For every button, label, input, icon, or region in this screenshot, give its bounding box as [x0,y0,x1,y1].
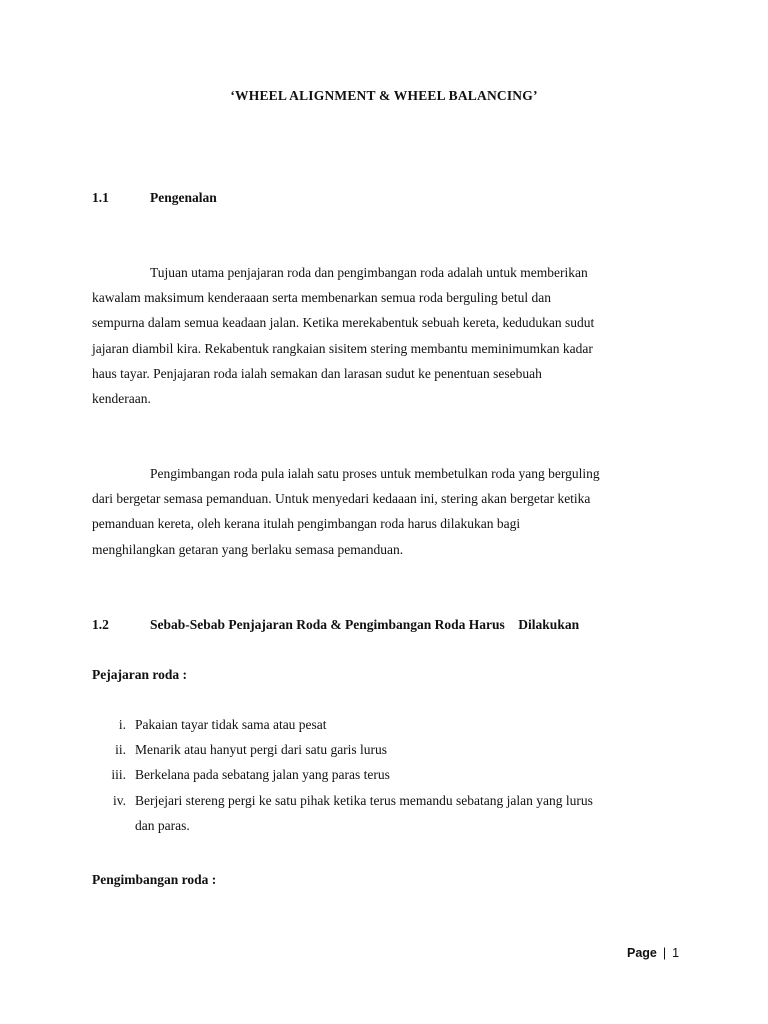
paragraph-line: haus tayar. Penjajaran roda ialah semakan dan larasan sudut ke penentuan sesebuah [92,365,542,381]
section-heading-1-2 [92,617,579,633]
list-item [92,762,692,787]
list-marker: i. [118,717,126,732]
document-title: ‘WHEEL ALIGNMENT & WHEEL BALANCING’ [230,88,538,103]
paragraph-line: pemanduan kereta, oleh kerana itulah pengimbangan roda harus dilakukan bagi [92,516,521,532]
subheading-pejajaran: Pejajaran roda : [92,667,187,682]
paragraph-line: menghilangkan getaran yang berlaku semasa pemanduan. [92,541,404,557]
section-heading-1-1 [92,190,217,206]
list-item [92,737,692,762]
list-item-text: Menarik atau hanyut pergi dari satu garis lurus [135,742,388,758]
list-item-text: Berjejari stereng pergi ke satu pihak ketika terus memandu sebatang jalan yang lurus [135,792,593,808]
list-marker: ii. [115,742,126,758]
section-number: 1.1 [92,190,109,205]
list-marker: iii. [111,767,126,783]
section-title: Sebab-Sebab Penjajaran Roda & Pengimbangan Roda Harus Dilakukan [150,617,580,632]
footer-separator: | [662,946,667,960]
list-marker: iv. [113,792,126,808]
list-item-text: dan paras. [135,817,190,833]
list-item-continuation [92,813,692,838]
page-label: Page [627,946,657,960]
subheading-pengimbangan: Pengimbangan roda : [92,872,217,887]
paragraph-line: Pengimbangan roda pula ialah satu proses untuk membetulkan roda yang berguling [150,466,600,481]
page-footer [627,946,679,960]
reasons-list [92,712,692,838]
list-item-text: Berkelana pada sebatang jalan yang paras terus [135,767,390,783]
paragraph-line: Tujuan utama penjajaran roda dan pengimbangan roda adalah untuk memberikan [150,265,588,280]
section-title: Pengenalan [150,190,217,205]
paragraph-line: sempurna dalam semua keadaan jalan. Ketika merekabentuk sebuah kereta, kedudukan sudut [92,315,595,331]
paragraph-line: kawalam maksimum kenderaaan serta membenarkan semua roda berguling betul dan [92,290,551,306]
paragraph-line: kenderaan. [92,391,151,407]
page-number: 1 [672,946,680,960]
paragraph-line: dari bergetar semasa pemanduan. Untuk menyedari kedaaan ini, stering akan bergetar ketika [92,491,591,507]
list-item-text: Pakaian tayar tidak sama atau pesat [135,717,327,732]
section-number: 1.2 [92,617,109,632]
paragraph-line: jajaran diambil kira. Rekabentuk rangkaian sisitem stering membantu meminimumkan kadar [92,340,593,356]
list-item [92,712,692,737]
list-item [92,788,692,813]
intro-paragraph-2 [92,461,676,562]
intro-paragraph-1 [92,260,676,411]
